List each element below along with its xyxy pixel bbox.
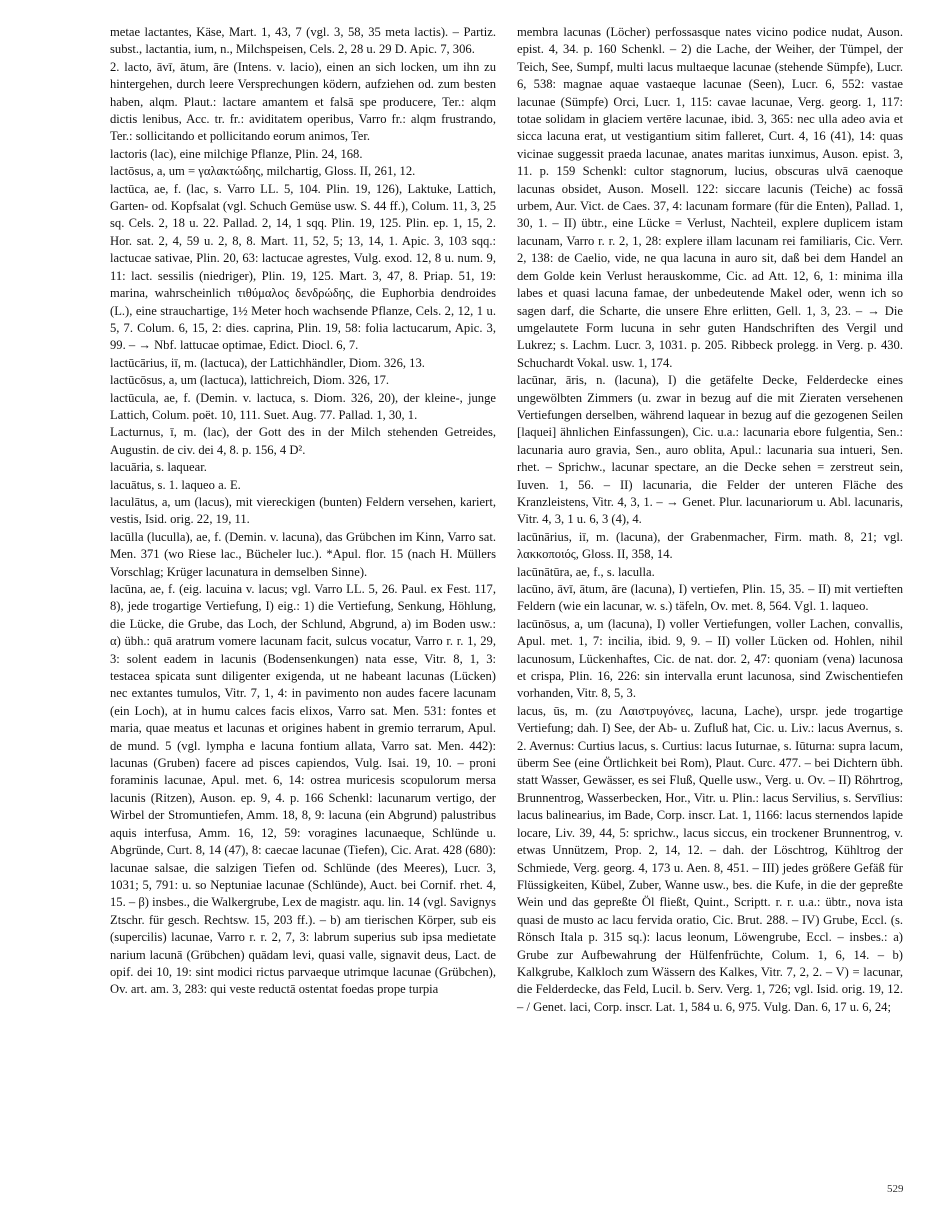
page-number: 529 [887,1183,904,1195]
entry-lactucosus: lactūcōsus, a, um (lactuca), lattichreich, Diom. 326, 17. [110,373,390,388]
entry-lacula: lacūlla (luculla), ae, f. (Demin. v. lacuna), das Grübchen im Kinn, Varro sat. Men. 371 (wo Riese lac., Bücheler luc.). *Apul. flor. 15 (nach H. Müllers Vorschlag; Krüger lacunatura in demselben Sinne). [110,529,496,579]
entry-lacus: lacus, ūs, m. (zu Λαιστρυγόνες, lacuna, Lache), urspr. jede trogartige Vertiefung; dah. I) See, der Ab- u. Zufluß hat, Cic. u. Liv.: lacus Avernus, s. 2. Avernus: Curtius lacus, s. Curtius: lacus Iuturnae, s. Iūturna: supra lacum, überm See (eine Örtlichkeit bei Rom), Plaut. Curc. 477. – bei Dichtern übh. statt Wasser, Gewässer, es sei Fluß, Quelle usw., Verg. u. Ov. – II) Röhrtrog, Brunnentrog, Wasserbecken, Hor., Vitr. u. Plin.: lacus Servilius, s. Servīlius: lacus balinearius, im Bade, Corp. inscr. Lat. 1, 1166: lacus sternendos lapide locare, Liv. 39, 44, 5: sprichw., lacus siccus, ein trockener Brunnentrog, v. etwas Unnützem, Prop. 2, 14, 12. – dah. der Löschtrog, Kühltrog der Schmiede, Verg. georg. 4, 173 u. Aen. 8, 451. – III) jedes größere Gefäß für Flüssigkeiten, Kübel, Zuber, Wanne usw., bes. die Kufe, in die der gepreßte Wein und das gepreßte Öl fließt, Quint., Scriptt. r. r. u.a.: übtr., nova ista quasi de musto ac lacu fervida oratio, Cic. Brut. 288. – IV) Grube, Eccl. (s. Rönsch Itala p. 315 sq.): lacus leonum, Löwengrube, Eccl. – insbes.: a) Grube zur Aufbewahrung der Hülfenfrüchte, Colum. 1, 6, 14. – b) Kalkgrube, Kalkloch zum Wässern des Kalkes, Vitr. 7, 2, 2. – V) = lacunar, die Felderdecke, das Feld, Lucil. b. Serv. Verg. 1, 726; vgl. Isid. orig. 19, 12. – / Genet. laci, Corp. inscr. Lat. 1, 584 u. 6, 975. Vulg. Dan. 6, 17 u. 6, 24; [517,703,903,1014]
entry-metae-lactantes: metae lactantes, Käse, Mart. 1, 43, 7 (vgl. 3, 58, 35 meta lactis). – Partiz. subst., lactantia, ium, n., Milchspeisen, Cels. 2, 28 u. 29 D. Apic. 7, 306. [110,25,496,57]
entry-lacunar: lacūnar, āris, n. (lacuna), I) die getäfelte Decke, Felderdecke eines ungewölbten Zimmers (u. zwar in bezug auf die mit Zieraten versehenen Vertiefungen derselben, während laquear in bezug auf die gezogenen Seilen [laquei] ähnlichen Einfassungen), Cic. u.a.: lacunaria ebore fulgentia, Sen.: lacunaria auro gravia, Sen., auro oblita, Apul.: lacunaria sua intueri, Sen. rhet. – Sprichw., lacunar spectare, an die Decke sehen = zerstreut sein, Iuven. 1, 56. – II) lacunaria, die Felder der unteren Fläche des Kranzleistens, Vitr. 4, 3, 1. – → Genet. Plur. lacunariorum u. Abl. lacunaris, Vitr. 4, 3, 1 u. 6, 3 (4), 4. [517,373,903,527]
entry-lactuca: lactūca, ae, f. (lac, s. Varro LL. 5, 104. Plin. 19, 126), Laktuke, Lattich, Garten- od. Kopfsalat (vgl. Schuch Gemüse usw. S. 44 ff.), Colum. 11, 3, 25 sq. Cels. 2, 18 u. 22. Pallad. 2, 14, 1 sqq. Plin. 19, 125. Plin. ep. 1, 15, 2. Hor. sat. 2, 4, 59 u. 2, 8, 8. Mart. 11, 52, 5; 13, 14, 1. Apic. 3, 103 sqq.: lactucae sativae, Plin. 20, 63: lactucae agrestes, Vulg. exod. 12, 8 u. num. 9, 11: lact. sessilis (niedriger), Plin. 19, 125. Mart. 3, 47, 8. Priap. 51, 19: marina, wahrscheinlich τιθύμαλος δενδρώδης, die Euphorbia dendroides (L.), eine strauchartige, 1½ Meter hoch wachsende Pflanze, Cels. 2, 12, 1 u. 5, 7. Colum. 6, 15, 2: dies. caprina, Plin. 19, 58: folia lactucarum, Apic. 3, 99. – → Nbf. lattucae optimae, Edict. Diocl. 6, 7. [110,181,496,353]
entry-laculatus: laculātus, a, um (lacus), mit viereckigen (bunten) Feldern versehen, kariert, vestis, Isid. orig. 22, 19, 11. [110,494,496,527]
entry-lacuna-continued: membra lacunas (Löcher) perfossasque nates vicino podice nudat, Auson. epist. 4, 34. p. 160 Schenkl. – 2) die Lache, der Weiher, der Tümpel, der Teich, See, Sumpf, multi lacus multaeque lacunae (stehende Sümpfe), Lucr. 6, 538: magnae aquae vastaeque lacunae (Seen), Lucr. 6, 552: vastae lacunae (Sümpfe) Orci, Lucr. 1, 115: cavae lacunae, Verg. georg. 1, 117: totae solidam in glaciem vertēre lacunae, ibid. 3, 365: nec ulla adeo avia et sicca lacuna erat, ut vestigantium sitim falleret, Curt. 4, 16 (41), 14: quas vicinae suggessit praeda lacunae, anates maritas iunximus, Auson. epist. 3, 11. p. 159 Schenkl: cultor stagnorum, lucius, obscuras ulvā caenoque lacunas obsidet, Auson. Mosell. 122: siccare lacunis (Teiche) ac fossā urbem, Aur. Vict. de Caes. 37, 4: lacunam formare (für die Enten), Pallad. 1, 30, 1. – II) übtr., eine Lücke = Verlust, Nachteil, explere duplicem istam lacunam, Varro r. r. 2, 1, 28: explere illam lacunam rei familiaris, Cic. Verr. 2, 138: de Caelio, vide, ne qua lacuna in auro sit, daß bei dem Handel an dem Golde kein Verlust herauskomme, Cic. ad Att. 12, 6, 1: minima illa labes et quasi lacuna famae, der unbedeutende Makel oder, wenn ich so sagen darf, die Scharte, die unsere Ehre erlitten, Gell. 1, 3, 23. – → Die umgelautete Form lucuna in sehr guten Handschriften des Vergil und Lukrez; s. Lachm. Lucr. 3, 1031. p. 205. Ribbeck prolegg. in Verg. p. 430. Schuchardt Vokal. usw. 1, 174. [517,25,903,370]
entry-lacunarius: lacūnārius, iī, m. (lacuna), der Grabenmacher, Firm. math. 8, 21; vgl. λακκοποιός, Gloss. II, 358, 14. [517,529,903,562]
entry-lactoris: lactoris (lac), eine milchige Pflanze, Plin. 24, 168. [110,146,363,161]
entry-lactosus: lactōsus, a, um = γαλακτώδης, milchartig, Gloss. II, 261, 12. [110,164,416,179]
right-column [517,24,903,1016]
entry-lacuaria: lacuāria, s. laquear. [110,460,207,475]
entry-lacuatus: lacuātus, s. 1. laqueo a. E. [110,477,241,492]
entry-lacuno: lacūno, āvī, ātum, āre (lacuna), I) vertiefen, Plin. 15, 35. – II) mit vertieften Feldern (wie ein lacunar, w. s.) täfeln, Ov. met. 8, 564. Vgl. 1. laqueo. [517,582,903,614]
entry-lacturnus: Lacturnus, ī, m. (lac), der Gott des in der Milch stehenden Getreides, Augustin. de civ. dei 4, 8. p. 156, 4 D². [110,425,496,457]
entry-lactucula: lactūcula, ae, f. (Demin. v. lactuca, s. Diom. 326, 20), der kleine-, junge Lattich, Colum. poët. 10, 111. Suet. Aug. 77. Pallad. 1, 30, 1. [110,390,496,422]
entry-lacunosus: lacūnōsus, a, um (lacuna), I) voller Vertiefungen, voller Lachen, convallis, Apul. met. 1, 7: incilia, ibid. 9, 9. – II) voller Lücken od. Hohlen, nihil lacunosum, Lückenhaftes, Cic. de nat. dor. 2, 47: quoniam (vena) lacunosa et crispa, Plin. 16, 226: sin intervalla erunt lacunosa, sind Zwischentiefen vorhanden, Vitr. 8, 5, 3. [517,616,903,701]
entry-lacunatura: lacūnātūra, ae, f., s. laculla. [517,564,655,579]
entry-lactucarius: lactūcārius, iī, m. (lactuca), der Lattichhändler, Diom. 326, 13. [110,355,425,370]
entry-lacto: 2. lacto, āvī, ātum, āre (Intens. v. lacio), einen an sich locken, um ihn zu hintergehen, durch leere Versprechungen ködern, aufziehen od. zum besten haben, alqm. Plaut.: lactare amantem et falsā spe producere, Ter.: alqm dictis lenibus, Acc. tr. fr.: aviditatem operibus, Varro fr.: alqm frustrando, Ter.: sollicitando et pollicitando eorum animos, Ter. [110,59,496,144]
left-column [110,24,496,999]
entry-lacuna: lacūna, ae, f. (eig. lacuina v. lacus; vgl. Varro LL. 5, 26. Paul. ex Fest. 117, 8), jede trogartige Vertiefung, I) eig.: 1) die Vertiefung, Senkung, Höhlung, die Lücke, die Grube, das Loch, der Schlund, Abgrund, a) im Boden usw.: α) übh.: quā aratrum vomere lacunam facit, sulcus vocatur, Varro r. r. 1, 29, 3: solent eadem in lacunis (Bodensenkungen) nata esse, Vitr. 8, 1, 3: testacea spicata sunt diligenter exigenda, ut ne habeant lacunas (Lücken) nec extantes tumulos, Vitr. 7, 1, 4: in pavimento non audes facere lacunam (ein Loch), at in humu calces facis elixos, Varro sat. Men. 531: fontes et maria, quae meatus et lacunas et origines habent in gremio terrarum, Apul. de mund. 5 (vgl. lympha e lacuna fontium allata, Varro sat. Men. 442): lacunas (Gruben) facere ad pisces capiendos, Vulg. Isai. 19, 10. – proni foraminis lacunae, Apul. met. 6, 14: ostrea muricesis scopulorum mersa lacunis (Ritzen), Auson. ep. 9, 4. p. 166 Schenkl: lacunarum vertigo, der Wirbel der Stromuntiefen, Amm. 18, 8, 9: lacuna (ein Abgrund) palustribus aquis interfusa, Amm. 16, 12, 59: voragines lacunaeque, Schlünde u. Abgründe, Curt. 8, 14 (47), 8: caecae lacunae (Tiefen), Cic. Arat. 428 (680): lacunae salsae, die salzigen Tiefen od. Schlünde (des Meeres), Lucr. 3, 1031; 5, 791: u. so Neptuniae lacunae (Schlünde), Auct. bei Cornif. rhet. 4, 15. – β) insbes., die Walkergrube, Lex de magistr. aqu. lin. 14 (vgl. Savignys Ztschr. für gesch. Rechtsw. 15, 203 ff.). – b) am tierischen Körper, sub eis (supercilis) lacunae, Varro r. r. 2, 7, 3: labrum superius sub ipsa medietate narium lacunā (Grübchen) quādam levi, quasi valle, signavit deus, Lact. de opif. dei 10, 19: sint modici rictus parvaeque utrimque lacunae (Grübchen), Ov. art. am. 3, 283: qui veste reductā ostentat foedas prope turpia [110,582,496,997]
